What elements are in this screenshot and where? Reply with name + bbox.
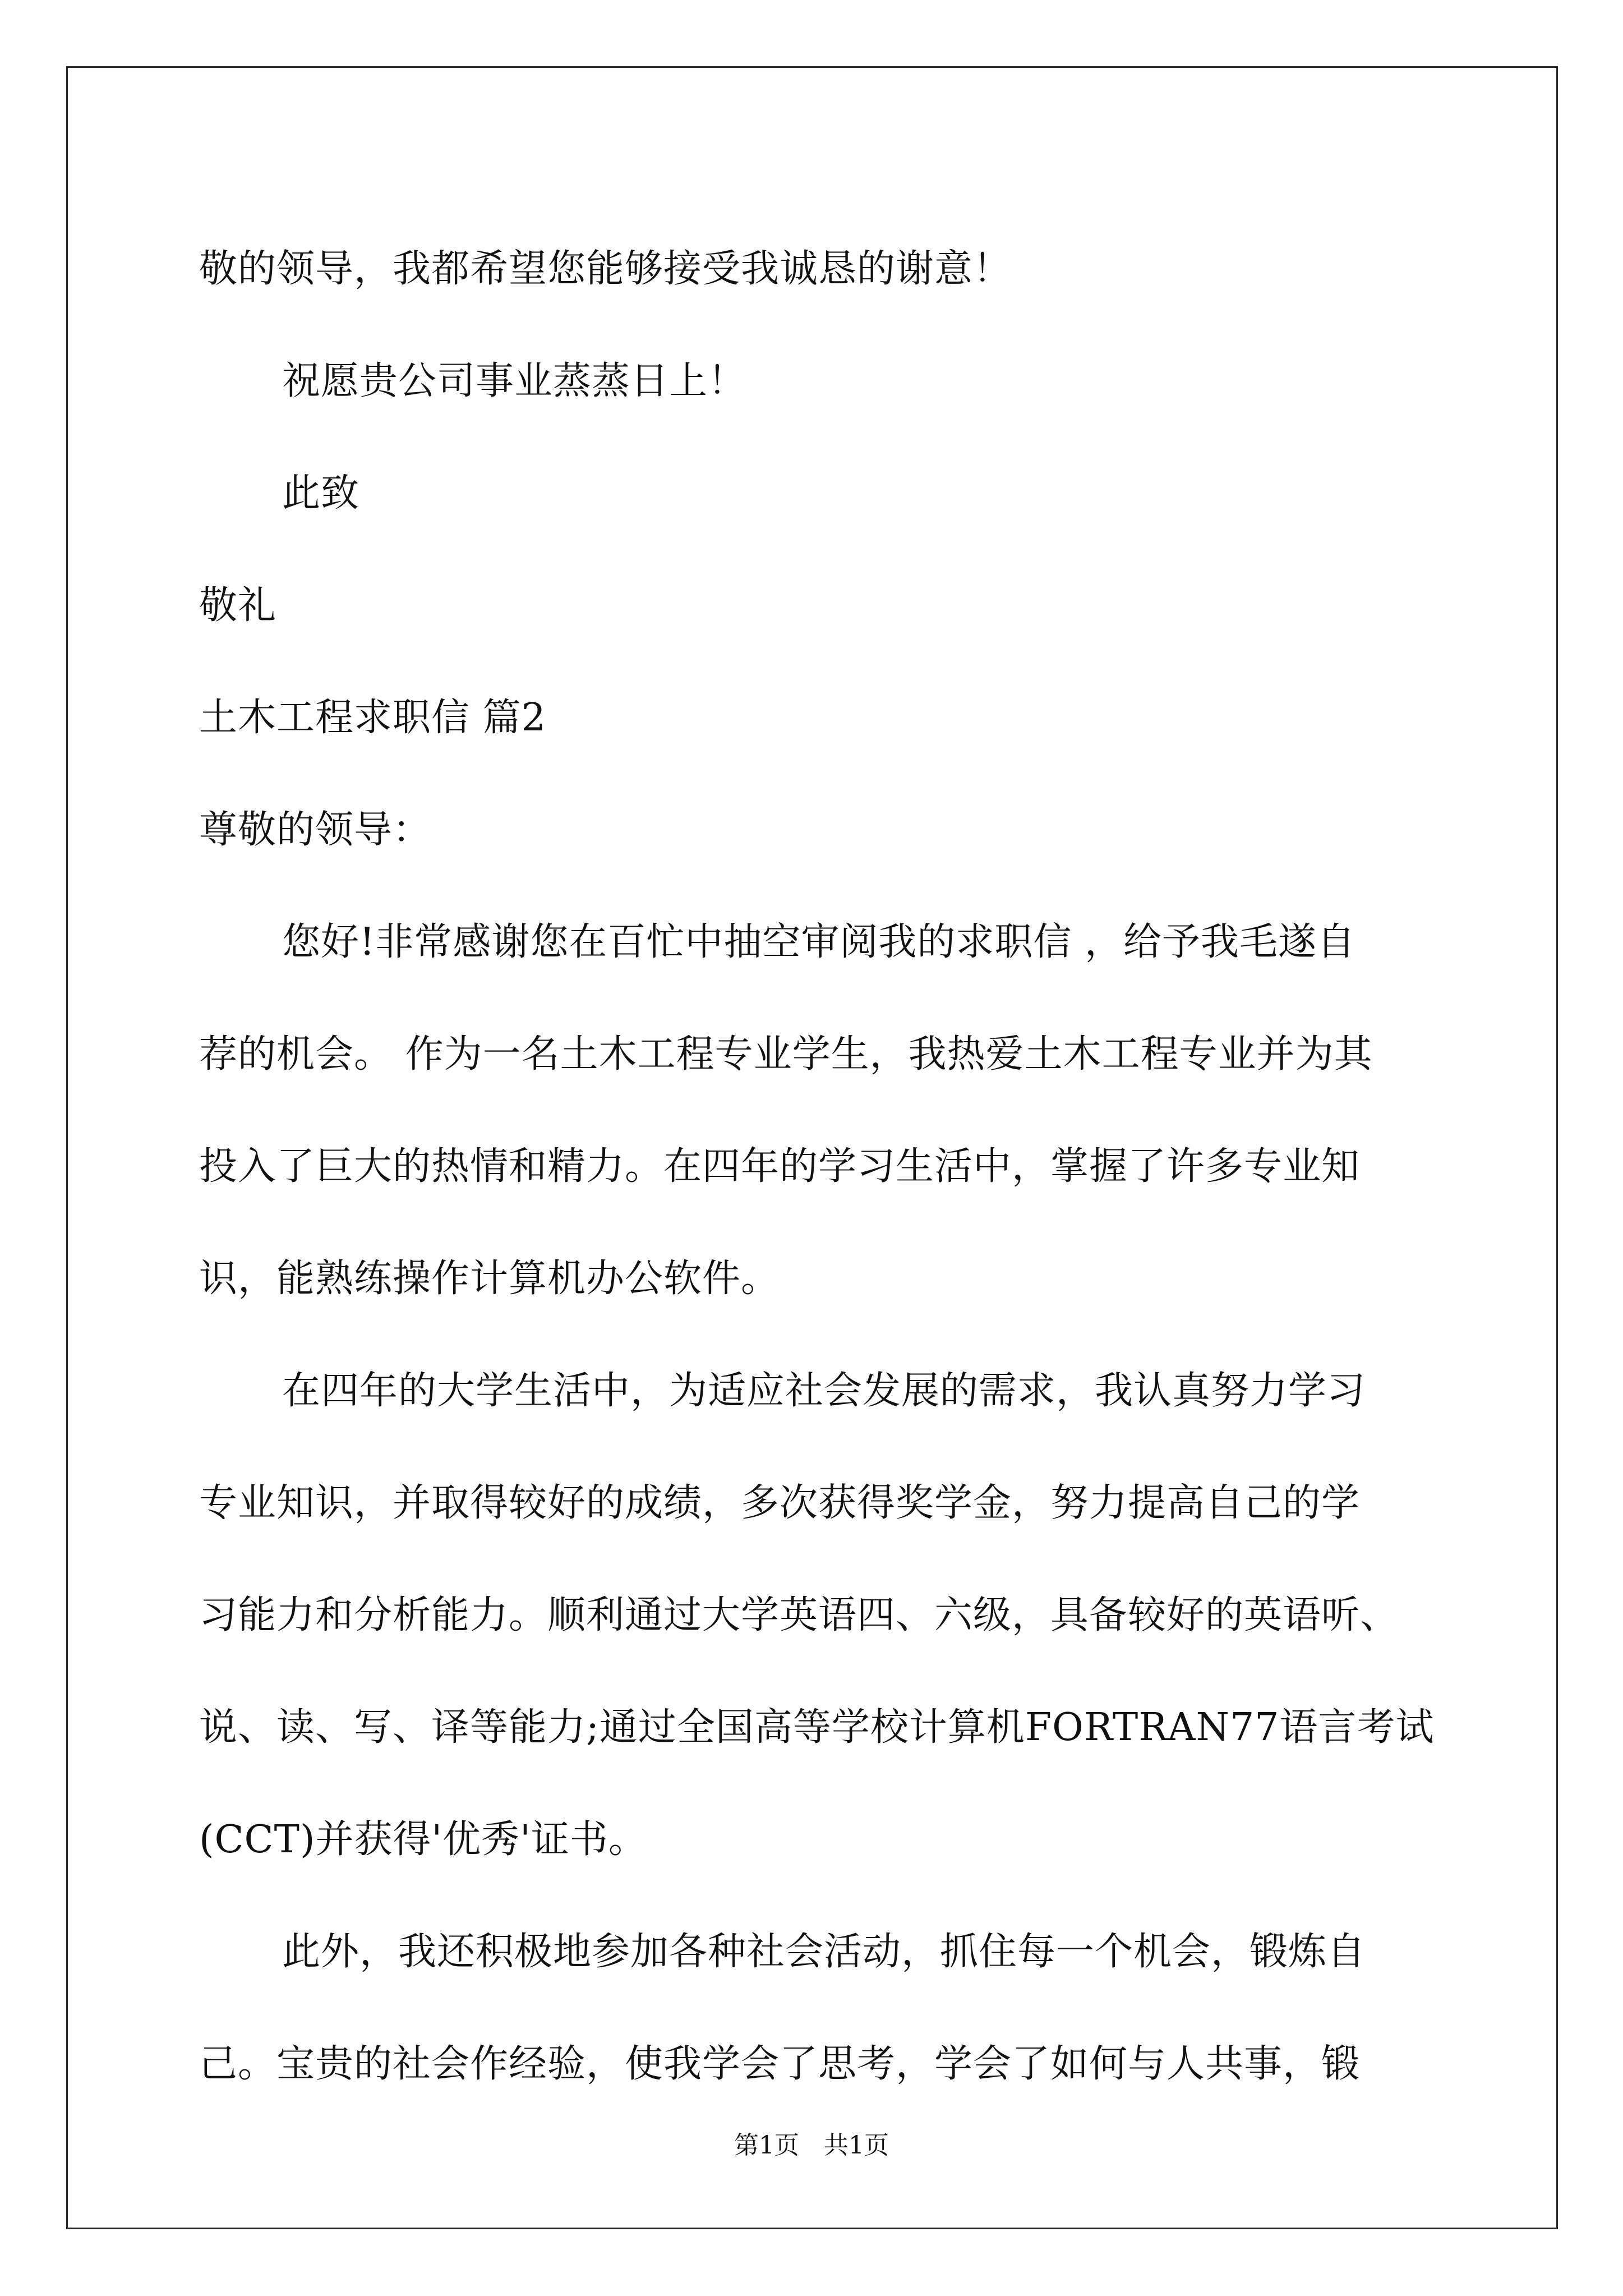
text-line: 习能力和分析能力。顺利通过大学英语四、六级，具备较好的英语听、: [199, 1593, 1399, 1637]
salutation: 尊敬的领导：: [199, 808, 432, 852]
section-heading: 土木工程求职信 篇2: [199, 696, 546, 740]
text-line: 荐的机会。 作为一名土木工程专业学生，我热爱土木工程专业并为其: [199, 1032, 1373, 1076]
text-line: 您好!非常感谢您在百忙中抽空审阅我的求职信 ，给予我毛遂自: [282, 920, 1355, 964]
text-line: 此外，我还积极地参加各种社会活动，抓住每一个机会，锻炼自: [282, 1930, 1366, 1974]
text-line: 识，能熟练操作计算机办公软件。: [199, 1257, 780, 1301]
text-line: 敬礼: [199, 583, 277, 628]
text-line: 说、读、写、译等能力;通过全国高等学校计算机FORTRAN77语言考试: [199, 1705, 1435, 1750]
text-line: 此致: [282, 471, 360, 516]
text-line: (CCT)并获得'优秀'证书。: [199, 1818, 647, 1862]
document-body: [199, 213, 1489, 2120]
text-line: 己。宝贵的社会作经验，使我学会了思考，学会了如何与人共事，锻: [199, 2042, 1361, 2086]
text-line: 敬的领导，我都希望您能够接受我诚恳的谢意！: [199, 247, 1012, 291]
text-line: 在四年的大学生活中，为适应社会发展的需求，我认真努力学习: [282, 1369, 1366, 1413]
page-footer: 第1页 共1页: [734, 2131, 889, 2160]
text-line: 祝愿贵公司事业蒸蒸日上！: [282, 359, 747, 403]
text-line: 专业知识，并取得较好的成绩，多次获得奖学金，努力提高自己的学: [199, 1481, 1361, 1525]
text-line: 投入了巨大的热情和精力。在四年的学习生活中，掌握了许多专业知: [199, 1144, 1361, 1189]
